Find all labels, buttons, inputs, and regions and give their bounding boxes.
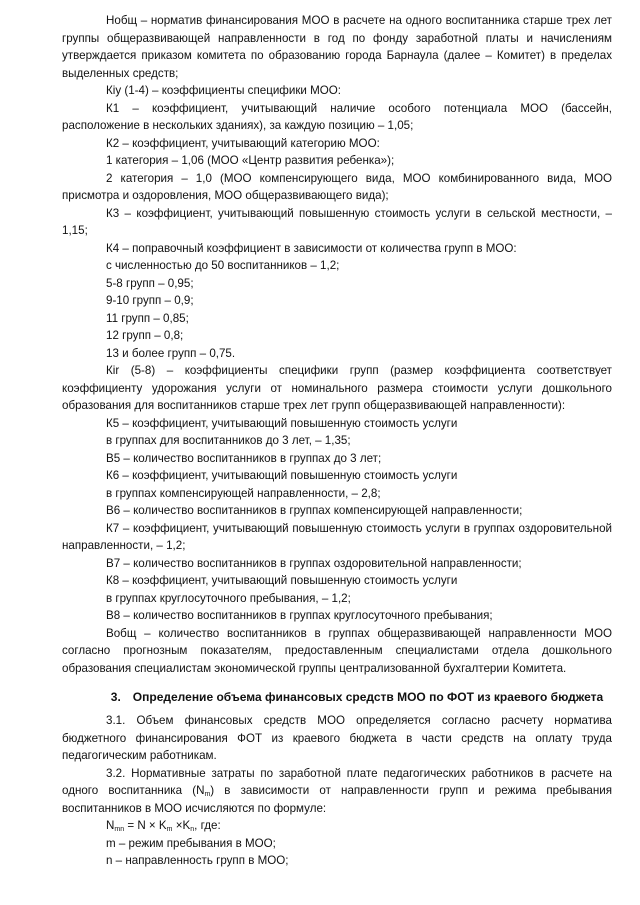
- paragraph-k7: К7 – коэффициент, учитывающий повышенную стоимость услуги в группах оздоровительной направленности, – 1,2;: [62, 521, 612, 552]
- paragraph-nobsh: Нобщ – норматив финансирования МОО в расчете на одного воспитанника старше трех лет группы общеразвивающей направленности в год по фонду заработной платы и начислениям утверждается приказом комитета по образованию города Барнаула (далее – Комитет) в пределах выделенных средств;: [62, 14, 612, 80]
- section-number: 3.: [110, 690, 121, 704]
- formula-n: N: [106, 819, 115, 832]
- paragraph-k6: К6 – коэффициент, учитывающий повышенную стоимость услуги: [106, 469, 458, 482]
- paragraph-k4-5-8-groups: 5-8 групп – 0,95;: [106, 276, 194, 290]
- paragraph-k4-13-plus-groups: 13 и более групп – 0,75.: [106, 346, 236, 360]
- formula-times: ×K: [172, 819, 191, 832]
- paragraph-k8: К8 – коэффициент, учитывающий повышенную стоимость услуги: [106, 574, 458, 587]
- formula-sub-n: n: [190, 826, 195, 833]
- paragraph-vobsh: Вобщ – количество воспитанников в группах общеразвивающей направленности МОО согласно прогнозным показателям, предоставленным специалистами отдела дошкольного образования специалистам экономической группы централизованной бухгалтерии Комитета.: [62, 626, 612, 675]
- paragraph-category-1: 1 категория – 1,06 (МОО «Центр развития ребенка»);: [106, 154, 395, 167]
- section-heading: [62, 689, 612, 706]
- formula-sub-mn: mn: [114, 826, 125, 833]
- paragraph-k4-up-to-50: с численностью до 50 воспитанников – 1,2;: [106, 259, 340, 272]
- paragraph-k4-12-groups: 12 групп – 0,8;: [106, 329, 184, 342]
- paragraph-3-2-subscript: m: [204, 791, 211, 798]
- paragraph-k5: К5 – коэффициент, учитывающий повышенную стоимость услуги: [106, 416, 458, 430]
- paragraph-k3: К3 – коэффициент, учитывающий повышенную стоимость услуги в сельской местности, – 1,15;: [62, 206, 612, 237]
- paragraph-kir: Кir (5-8) – коэффициенты специфики групп (размер коэффициента соответствует коэффициенту удорожания услуги от номинального размера стоимости услуги дошкольного образования для воспитанников старше трех лет групп общеразвивающей направленности):: [62, 364, 612, 412]
- paragraph-3-2: [62, 765, 612, 818]
- paragraph-k8-value: в группах круглосуточного пребывания, – 1,2;: [106, 591, 351, 605]
- paragraph-kiy: Кiу (1-4) – коэффициенты специфики МОО:: [106, 84, 342, 97]
- paragraph-b5: В5 – количество воспитанников в группах до 3 лет;: [106, 451, 382, 465]
- paragraph-b6: В6 – количество воспитанников в группах компенсирующей направленности;: [106, 504, 523, 517]
- paragraph-k4: К4 – поправочный коэффициент в зависимости от количества групп в МОО:: [106, 241, 517, 255]
- paragraph-3-2-start: 3.2. Нормативные затраты по заработной плате педагогических работников в расчете на одного воспитанника (N: [62, 766, 612, 797]
- paragraph-category-2: 2 категория – 1,0 (МОО компенсирующего вида, МОО комбинированного вида, МОО присмотра и оздоровления, МОО общеразвивающего вида);: [62, 171, 612, 202]
- section-title: Определение объема финансовых средств МОО по ФОТ из краевого бюджета: [132, 690, 604, 704]
- formula-sub-m: m: [166, 826, 173, 833]
- paragraph-k5-value: в группах для воспитанников до 3 лет, – 1,35;: [106, 434, 351, 447]
- formula-middle: = N × K: [124, 819, 167, 832]
- formula-line: [62, 817, 612, 835]
- paragraph-k2: К2 – коэффициент, учитывающий категорию МОО:: [106, 136, 380, 150]
- document-page: [62, 12, 612, 870]
- paragraph-k4-9-10-groups: 9-10 групп – 0,9;: [106, 294, 194, 307]
- paragraph-b8: В8 – количество воспитанников в группах круглосуточного пребывания;: [106, 609, 493, 622]
- formula-tail: , где:: [194, 819, 221, 832]
- paragraph-k1: К1 – коэффициент, учитывающий наличие особого потенциала МОО (бассейн, расположение в нескольких зданиях), за каждую позицию – 1,05;: [62, 101, 612, 132]
- paragraph-3-2-end: ) в зависимости от направленности групп и режима пребывания воспитанников в МОО исчисляются по формуле:: [62, 784, 612, 815]
- paragraph-b7: В7 – количество воспитанников в группах оздоровительной направленности;: [106, 556, 522, 570]
- paragraph-k6-value: в группах компенсирующей направленности, – 2,8;: [106, 486, 381, 500]
- definition-n: n – направленность групп в МОО;: [106, 854, 289, 867]
- paragraph-k4-11-groups: 11 групп – 0,85;: [106, 311, 189, 325]
- paragraph-3-1: 3.1. Объем финансовых средств МОО определяется согласно расчету норматива бюджетного финансирования ФОТ из краевого бюджета в части средств на оплату труда педагогическим работникам.: [62, 714, 612, 762]
- definition-m: m – режим пребывания в МОО;: [106, 836, 276, 850]
